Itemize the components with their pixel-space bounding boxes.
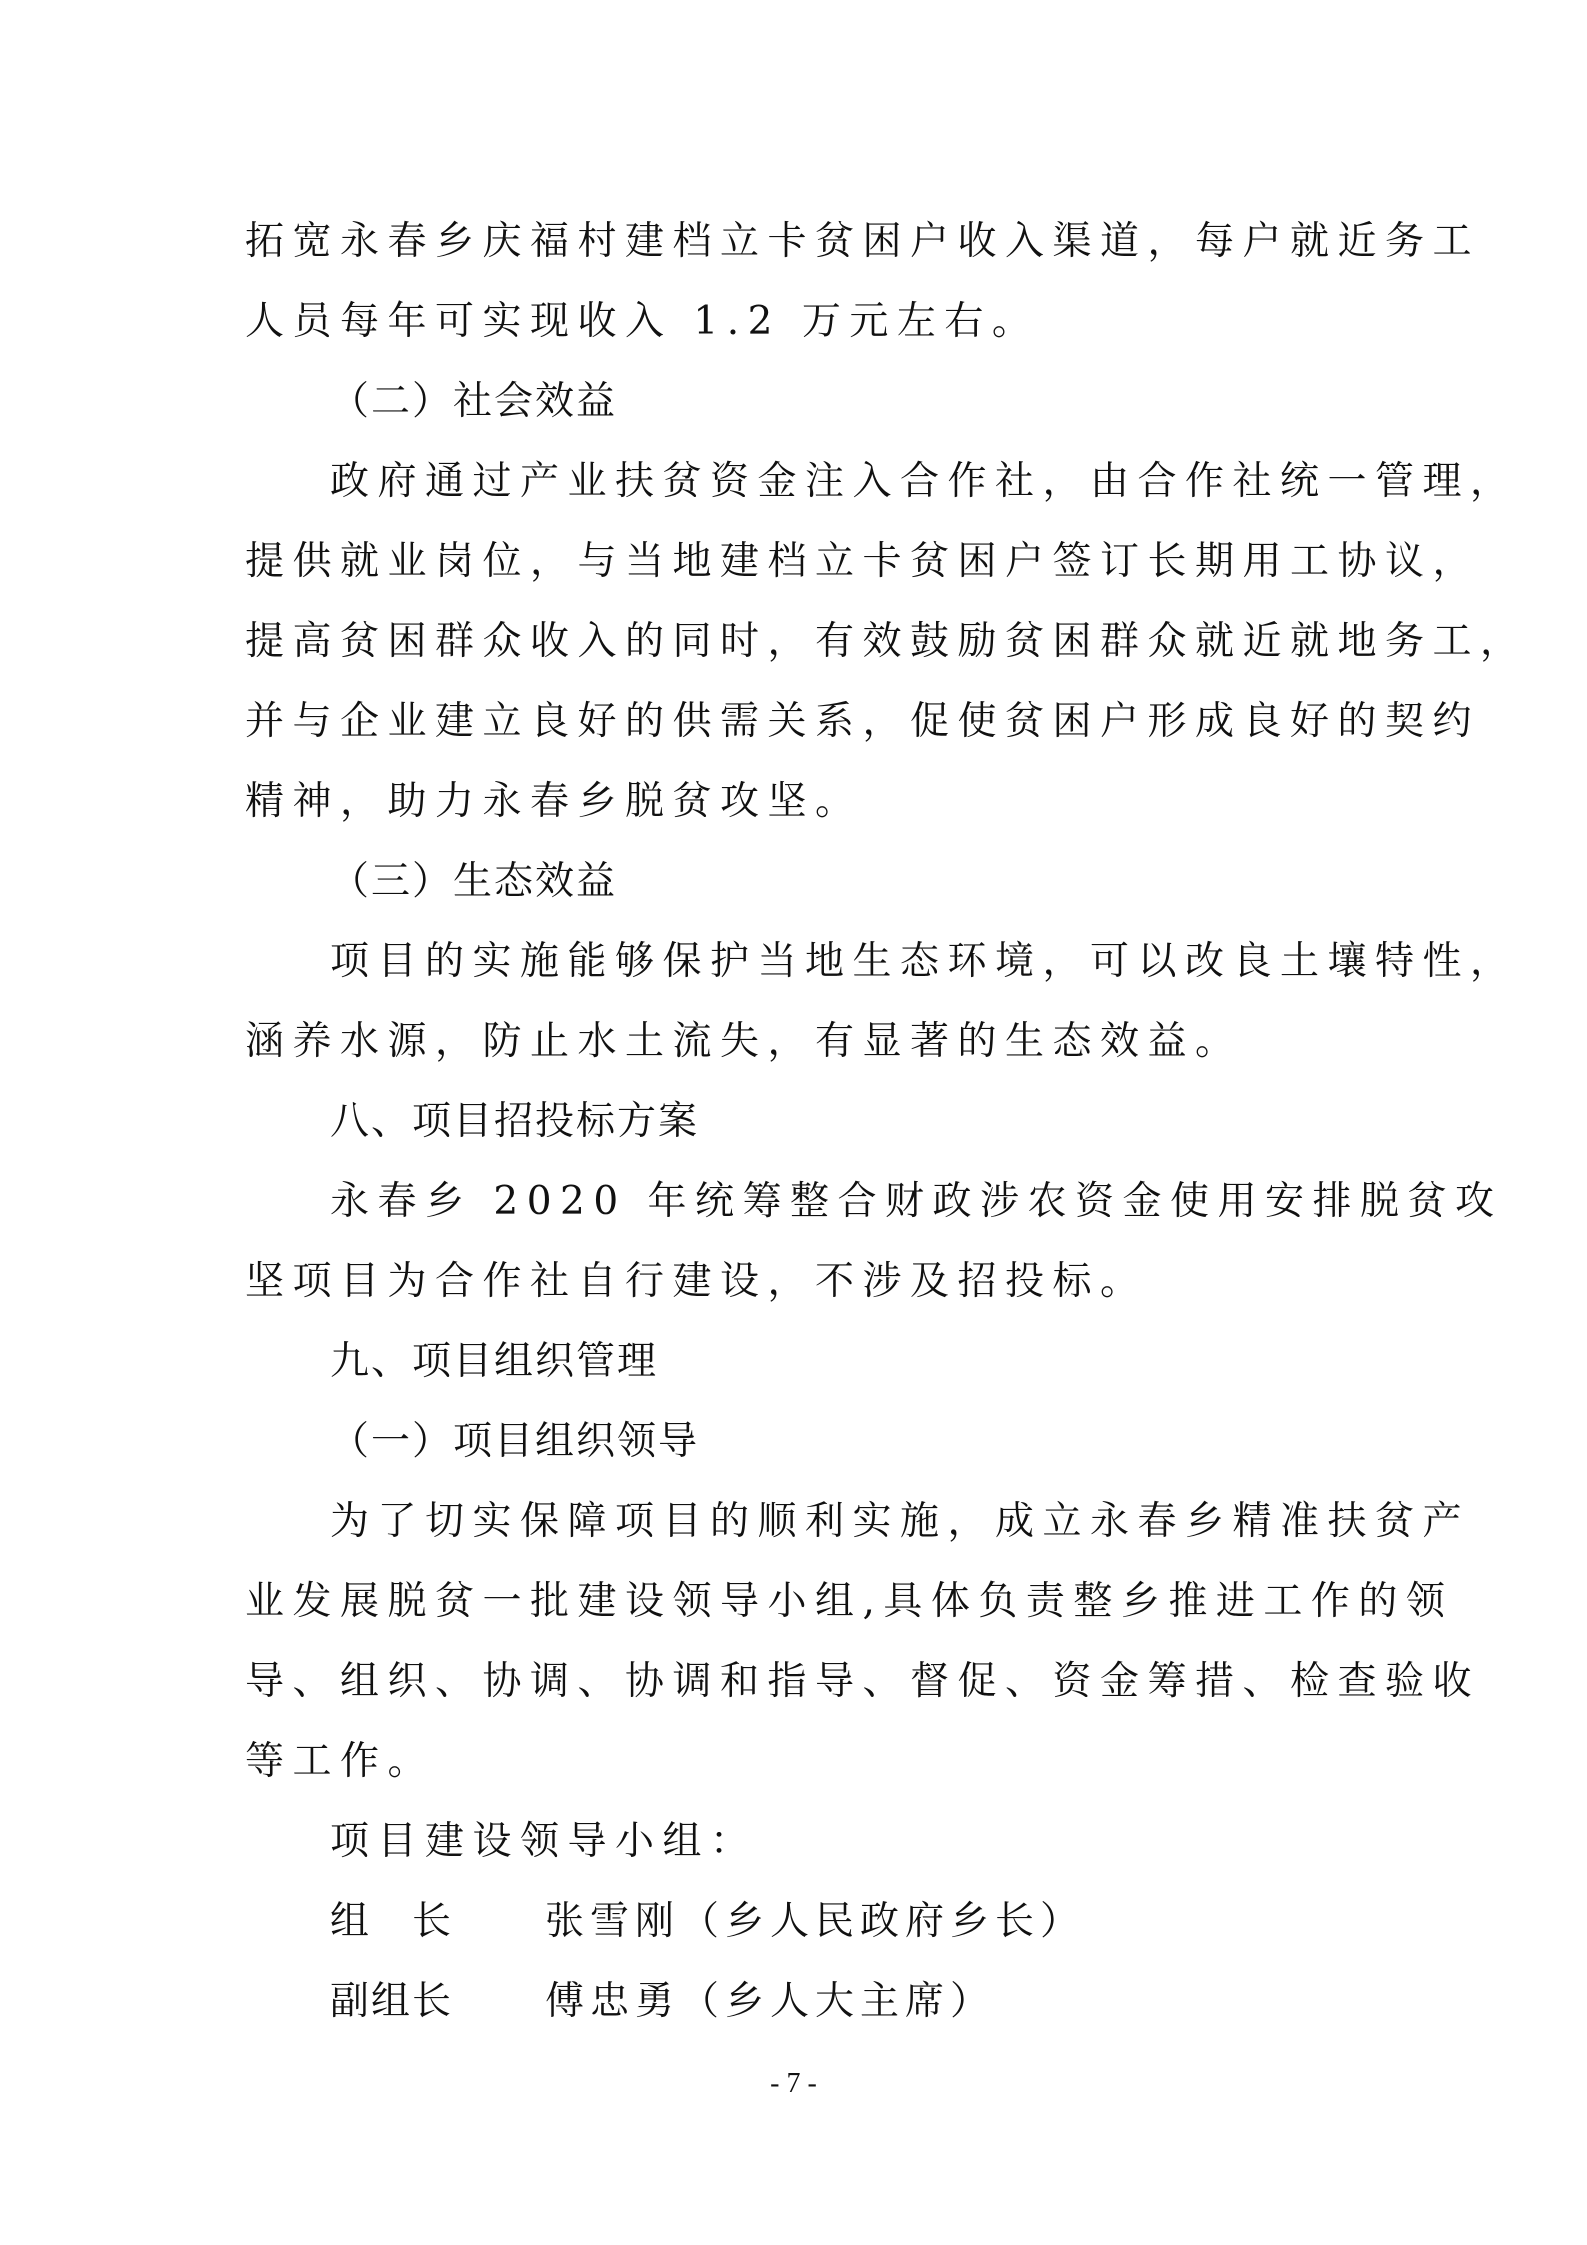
section-heading-project-management: 九、项目组织管理 (330, 1339, 659, 1384)
body-line: 永春乡 2020 年统筹整合财政涉农资金使用安排脱贫攻 (330, 1179, 1503, 1224)
page-number: - 7 - (770, 2068, 817, 2099)
body-line: 涵养水源，防止水土流失，有显著的生态效益。 (245, 1019, 1243, 1064)
body-line: 项目建设领导小组： (330, 1819, 758, 1864)
leader-person: 傅忠勇（乡人大主席） (545, 1979, 996, 2024)
body-line: 提高贫困群众收入的同时，有效鼓励贫困群众就近就地务工， (245, 619, 1528, 664)
section-heading-bidding-plan: 八、项目招投标方案 (330, 1099, 700, 1144)
subsection-heading-ecological-benefits: （三）生态效益 (330, 859, 618, 904)
body-line: 等工作。 (245, 1739, 436, 1784)
body-line: 拓宽永春乡庆福村建档立卡贫困户收入渠道，每户就近务工 (245, 219, 1481, 264)
body-line: 并与企业建立良好的供需关系，促使贫困户形成良好的契约 (245, 699, 1481, 744)
subsection-heading-social-benefits: （二）社会效益 (330, 379, 618, 424)
body-line: 为了切实保障项目的顺利实施，成立永春乡精准扶贫产 (330, 1499, 1471, 1544)
leader-role: 副组长 (330, 1979, 454, 2024)
body-line: 导、组织、协调、协调和指导、督促、资金筹措、检查验收 (245, 1659, 1481, 1704)
subsection-heading-project-leadership: （一）项目组织领导 (330, 1419, 700, 1464)
body-line: 项目的实施能够保护当地生态环境，可以改良土壤特性， (330, 939, 1518, 984)
leader-person: 张雪刚（乡人民政府乡长） (545, 1899, 1086, 1944)
body-line: 精神，助力永春乡脱贫攻坚。 (245, 779, 863, 824)
body-line: 人员每年可实现收入 1.2 万元左右。 (245, 299, 1040, 344)
leader-role: 组 长 (330, 1899, 454, 1944)
body-line: 提供就业岗位，与当地建档立卡贫困户签订长期用工协议， (245, 539, 1481, 584)
body-line: 坚项目为合作社自行建设，不涉及招投标。 (245, 1259, 1148, 1304)
body-line: 业发展脱贫一批建设领导小组,具体负责整乡推进工作的领 (245, 1579, 1454, 1624)
body-line: 政府通过产业扶贫资金注入合作社，由合作社统一管理， (330, 459, 1518, 504)
